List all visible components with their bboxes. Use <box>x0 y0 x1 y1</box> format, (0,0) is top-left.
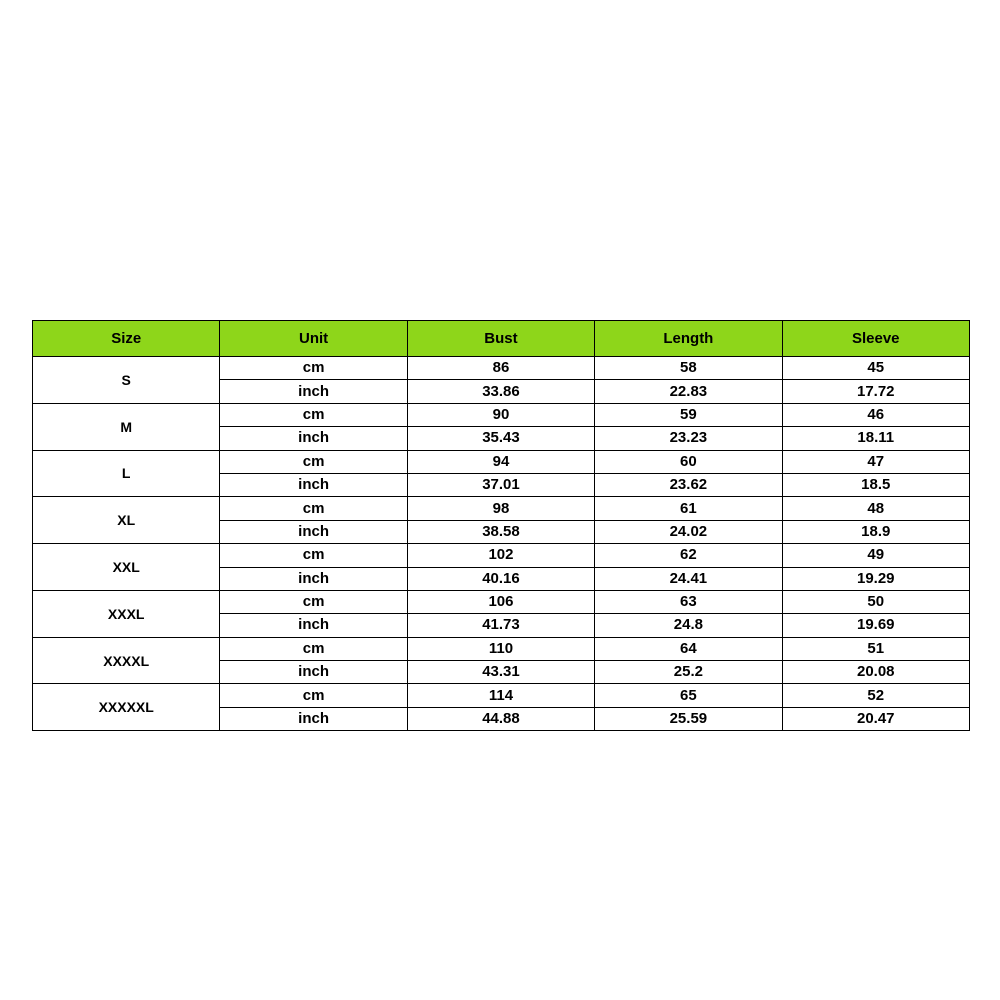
bust-cell: 40.16 <box>407 567 594 590</box>
unit-cell: cm <box>220 403 407 426</box>
bust-cell: 110 <box>407 637 594 660</box>
length-cell: 25.59 <box>595 707 782 730</box>
length-cell: 23.62 <box>595 473 782 496</box>
bust-cell: 43.31 <box>407 661 594 684</box>
unit-cell: cm <box>220 637 407 660</box>
size-cell: XXXXXL <box>33 684 220 731</box>
bust-cell: 106 <box>407 590 594 613</box>
unit-cell: inch <box>220 520 407 543</box>
length-cell: 24.02 <box>595 520 782 543</box>
length-cell: 23.23 <box>595 427 782 450</box>
sleeve-cell: 46 <box>782 403 969 426</box>
unit-cell: cm <box>220 684 407 707</box>
sleeve-cell: 20.47 <box>782 707 969 730</box>
sleeve-cell: 19.69 <box>782 614 969 637</box>
bust-cell: 44.88 <box>407 707 594 730</box>
table-row <box>33 637 970 660</box>
length-cell: 22.83 <box>595 380 782 403</box>
unit-cell: inch <box>220 614 407 637</box>
unit-cell: cm <box>220 357 407 380</box>
header-sleeve: Sleeve <box>782 321 969 357</box>
bust-cell: 37.01 <box>407 473 594 496</box>
length-cell: 63 <box>595 590 782 613</box>
table-row <box>33 450 970 473</box>
sleeve-cell: 45 <box>782 357 969 380</box>
length-cell: 60 <box>595 450 782 473</box>
table-row <box>33 544 970 567</box>
header-row <box>33 321 970 357</box>
header-unit: Unit <box>220 321 407 357</box>
bust-cell: 41.73 <box>407 614 594 637</box>
sleeve-cell: 18.11 <box>782 427 969 450</box>
unit-cell: inch <box>220 380 407 403</box>
unit-cell: inch <box>220 473 407 496</box>
unit-cell: cm <box>220 450 407 473</box>
sleeve-cell: 18.5 <box>782 473 969 496</box>
bust-cell: 35.43 <box>407 427 594 450</box>
sleeve-cell: 47 <box>782 450 969 473</box>
size-cell: XXXL <box>33 590 220 637</box>
size-cell: XL <box>33 497 220 544</box>
unit-cell: cm <box>220 497 407 520</box>
size-chart-table <box>32 320 970 731</box>
bust-cell: 102 <box>407 544 594 567</box>
sleeve-cell: 49 <box>782 544 969 567</box>
bust-cell: 114 <box>407 684 594 707</box>
table-row <box>33 403 970 426</box>
table-body <box>33 357 970 731</box>
bust-cell: 86 <box>407 357 594 380</box>
length-cell: 58 <box>595 357 782 380</box>
table-row <box>33 590 970 613</box>
size-cell: M <box>33 403 220 450</box>
header-bust: Bust <box>407 321 594 357</box>
unit-cell: cm <box>220 590 407 613</box>
length-cell: 62 <box>595 544 782 567</box>
sleeve-cell: 51 <box>782 637 969 660</box>
bust-cell: 90 <box>407 403 594 426</box>
bust-cell: 98 <box>407 497 594 520</box>
length-cell: 64 <box>595 637 782 660</box>
bust-cell: 38.58 <box>407 520 594 543</box>
table-row <box>33 497 970 520</box>
unit-cell: inch <box>220 427 407 450</box>
length-cell: 61 <box>595 497 782 520</box>
sleeve-cell: 17.72 <box>782 380 969 403</box>
size-cell: S <box>33 357 220 404</box>
unit-cell: cm <box>220 544 407 567</box>
sleeve-cell: 19.29 <box>782 567 969 590</box>
table-row <box>33 357 970 380</box>
length-cell: 59 <box>595 403 782 426</box>
header-length: Length <box>595 321 782 357</box>
size-cell: XXXXL <box>33 637 220 684</box>
unit-cell: inch <box>220 707 407 730</box>
table-row <box>33 684 970 707</box>
length-cell: 24.41 <box>595 567 782 590</box>
length-cell: 24.8 <box>595 614 782 637</box>
length-cell: 25.2 <box>595 661 782 684</box>
size-cell: XXL <box>33 544 220 591</box>
bust-cell: 33.86 <box>407 380 594 403</box>
sleeve-cell: 18.9 <box>782 520 969 543</box>
length-cell: 65 <box>595 684 782 707</box>
unit-cell: inch <box>220 567 407 590</box>
sleeve-cell: 50 <box>782 590 969 613</box>
header-size: Size <box>33 321 220 357</box>
sleeve-cell: 20.08 <box>782 661 969 684</box>
unit-cell: inch <box>220 661 407 684</box>
bust-cell: 94 <box>407 450 594 473</box>
sleeve-cell: 48 <box>782 497 969 520</box>
sleeve-cell: 52 <box>782 684 969 707</box>
size-cell: L <box>33 450 220 497</box>
